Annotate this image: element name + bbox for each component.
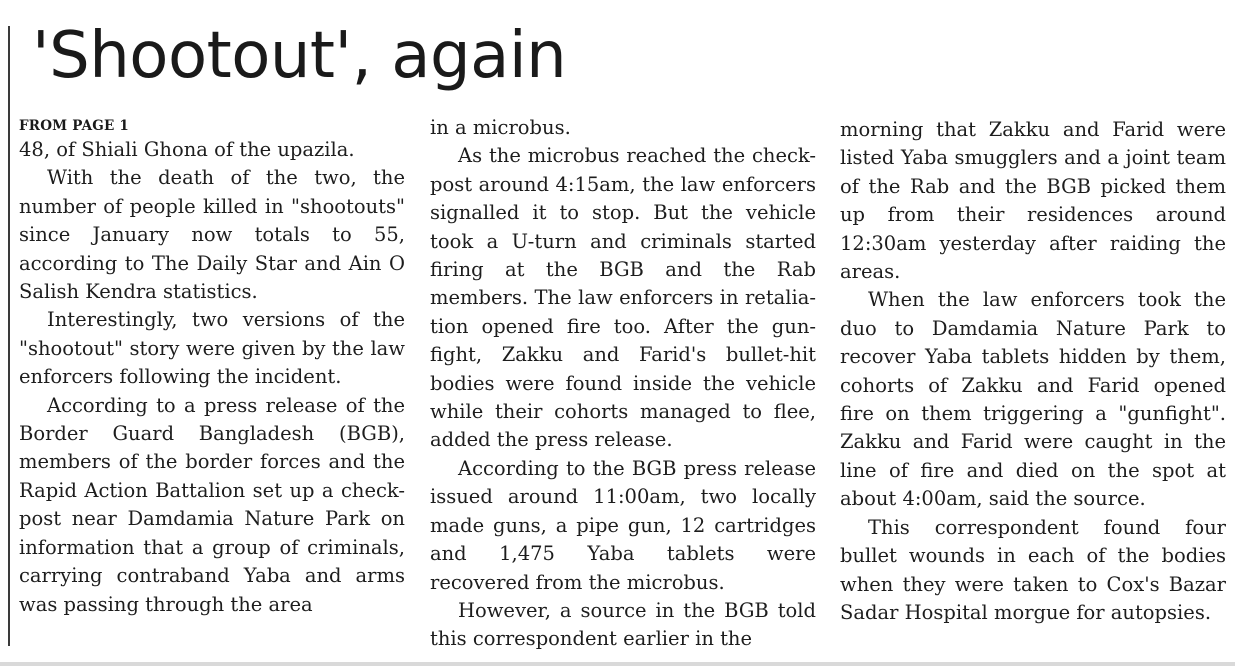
paragraph: According to a press release of the Border Guard Bangladesh (BGB), members of the border forces and the Rapid Action Battalion set up a check-post near Damdamia Nature Park on information that a group of criminals, carrying contraband Yaba and arms was passing through the area (19, 393, 405, 616)
article-column-3 (840, 116, 1226, 627)
paragraph: As the microbus reached the check-post around 4:15am, the law enforcers signalled it to stop. But the vehicle took a U-turn and criminals started firing at the BGB and the Rab members. The law enforcers in retaliation opened fire too. After the gunfight, Zakku and Farid's bullet-hit bodies were found inside the vehicle while their cohorts managed to flee, added the press release. (430, 144, 816, 452)
paragraph: Interestingly, two versions of the "shootout" story were given by the law enforcers following the incident. (19, 308, 405, 389)
paragraph: morning that Zakku and Farid were listed Yaba smugglers and a joint team of the Rab and the BGB picked them up from their residences around 12:30am yesterday after raiding the areas. (840, 118, 1226, 284)
left-column-rule (8, 26, 10, 646)
paragraph: in a microbus. (430, 116, 571, 139)
article-column-2 (430, 114, 816, 654)
headline: 'Shootout', again (32, 19, 567, 93)
paragraph: However, a source in the BGB told this correspondent earlier in the (430, 598, 816, 651)
bottom-edge (0, 662, 1235, 666)
paragraph: According to the BGB press release issued around 11:00am, two locally made guns, a pipe gun, 12 cartridges and 1,475 Yaba tablets were recovered from the microbus. (430, 456, 816, 594)
paragraph: With the death of the two, the number of people killed in "shootouts" since January now totals to 55, according to The Daily Star and Ain O Salish Kendra statistics. (19, 166, 405, 304)
paragraph: When the law enforcers took the duo to Damdamia Nature Park to recover Yaba tablets hidden by them, cohorts of Zakku and Farid opened fire on them triggering a "gunfight". Zakku and Farid were caught in the line of fire and died on the spot at about 4:00am, said the source. (840, 288, 1226, 511)
paragraph: This correspondent found four bullet wounds in each of the bodies when they were taken to Cox's Bazar Sadar Hospital morgue for autopsies. (840, 515, 1226, 624)
article-column-1 (19, 116, 405, 619)
dateline: FROM PAGE 1 (19, 118, 129, 134)
paragraph: 48, of Shiali Ghona of the upazila. (19, 138, 355, 161)
